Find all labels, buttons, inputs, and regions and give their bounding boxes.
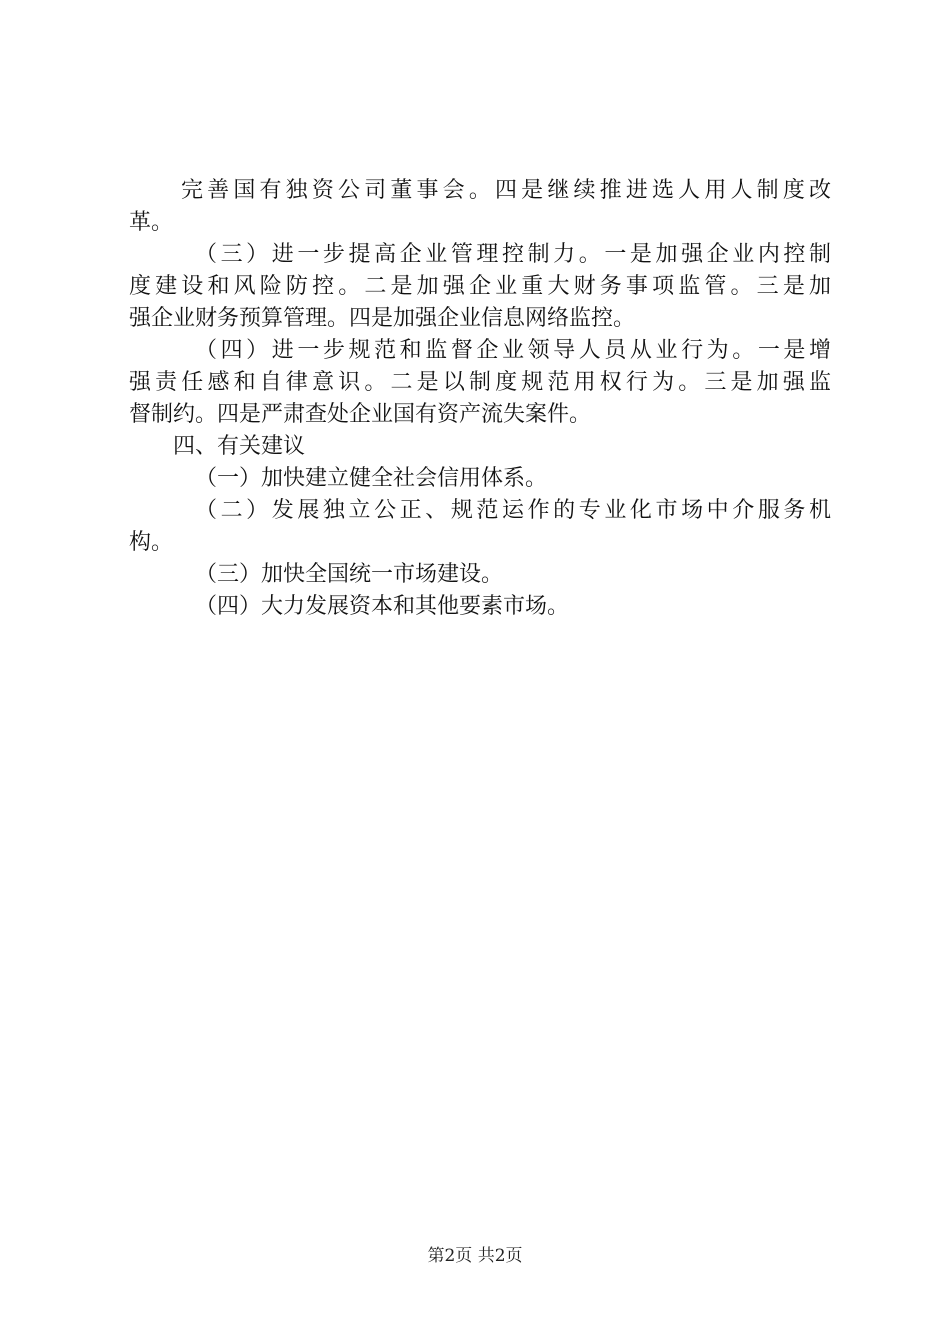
suggestion-item-1 xyxy=(129,463,831,495)
paragraph-leader-conduct xyxy=(129,335,831,431)
text-line: （三）进一步提高企业管理控制力。一是加强企业内控制 xyxy=(195,242,831,267)
text-line: 强企业财务预算管理。四是加强企业信息网络监控。 xyxy=(129,306,636,331)
body-text xyxy=(129,175,831,623)
page-footer: 第2页 共2页 xyxy=(427,1246,523,1266)
text-line: 革。 xyxy=(129,210,174,235)
text-line: 督制约。四是严肃查处企业国有资产流失案件。 xyxy=(129,402,592,427)
text-line: 构。 xyxy=(129,530,174,555)
suggestion-item-2 xyxy=(129,495,831,559)
paragraph-board-reform xyxy=(129,175,831,239)
section-heading-text: 四、有关建议 xyxy=(173,434,306,459)
text-line: （一）加快建立健全社会信用体系。 xyxy=(195,466,548,491)
suggestion-item-3 xyxy=(129,559,831,591)
section-heading xyxy=(129,431,831,463)
text-line: （三）加快全国统一市场建设。 xyxy=(195,562,504,587)
paragraph-management-control xyxy=(129,239,831,335)
suggestion-item-4 xyxy=(129,591,831,623)
text-line: 完善国有独资公司董事会。四是继续推进选人用人制度改 xyxy=(181,178,831,203)
text-line: 度建设和风险防控。二是加强企业重大财务事项监管。三是加 xyxy=(129,274,831,299)
text-line: （四）进一步规范和监督企业领导人员从业行为。一是增 xyxy=(195,338,831,363)
text-line: （四）大力发展资本和其他要素市场。 xyxy=(195,594,570,619)
text-line: （二）发展独立公正、规范运作的专业化市场中介服务机 xyxy=(195,498,831,523)
text-line: 强责任感和自律意识。二是以制度规范用权行为。三是加强监 xyxy=(129,370,831,395)
